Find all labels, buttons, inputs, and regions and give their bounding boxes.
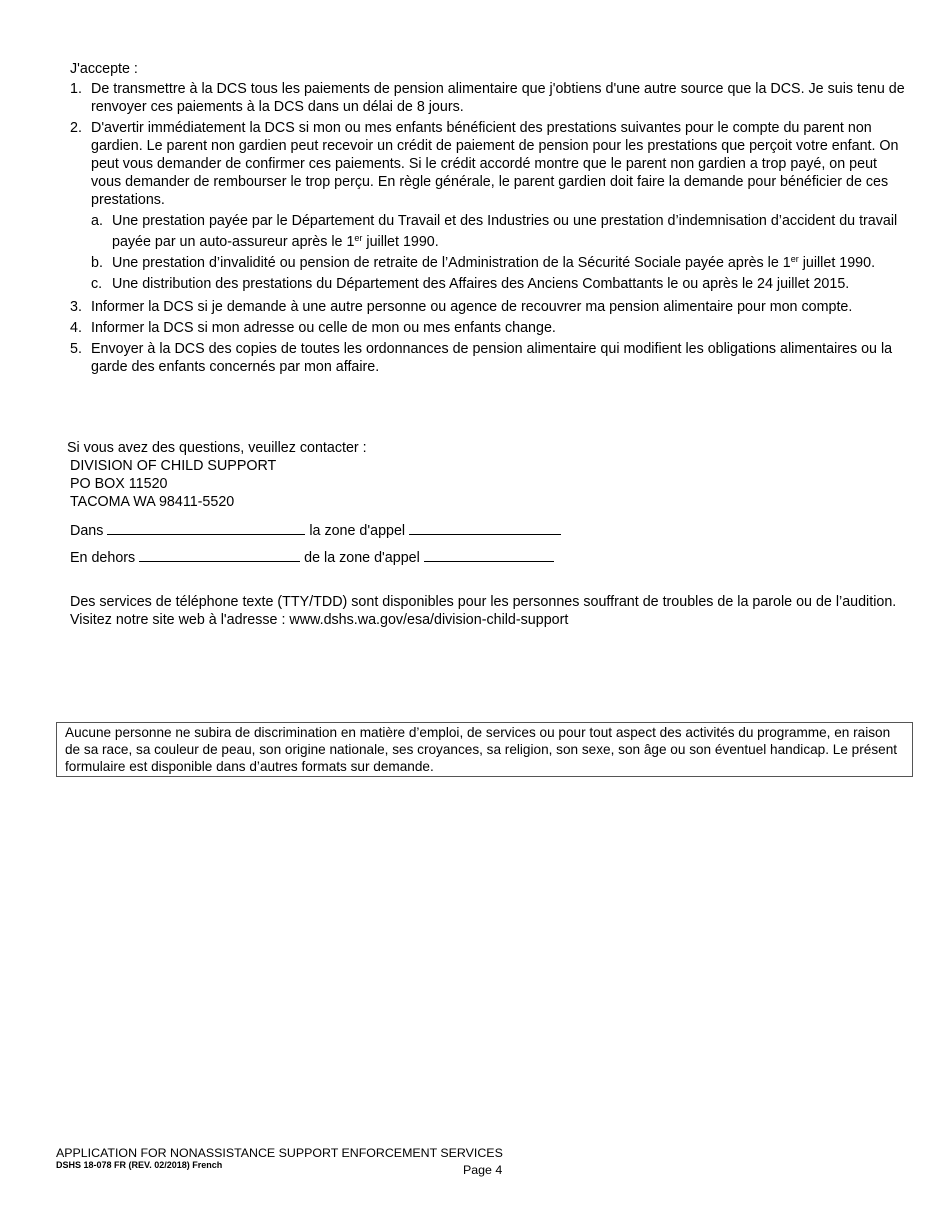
agreement-list: [70, 80, 905, 379]
sub-letter: a.: [91, 213, 103, 229]
outside-phone-label: En dehors: [70, 550, 136, 566]
page-number: Page 4: [463, 1163, 503, 1177]
list-item: [70, 340, 905, 376]
ordinal-superscript: er: [790, 254, 799, 264]
item-text: Informer la DCS si mon adresse ou celle de mon ou mes enfants change.: [91, 320, 556, 336]
item-number: 4.: [70, 320, 82, 336]
outside-area-field[interactable]: [424, 547, 554, 562]
sub-text-end: juillet 1990.: [798, 255, 876, 271]
sub-text: Une prestation payée par le Département du Travail et des Industries ou une prestation d’indemnisation d’accident du travail payée par un auto-assureur après le 1: [112, 213, 898, 250]
local-area-field[interactable]: [409, 520, 561, 535]
ordinal-superscript: er: [354, 233, 363, 243]
local-area-label: la zone d'appel: [309, 523, 406, 539]
nondiscrimination-notice: Aucune personne ne subira de discrimination en matière d’emploi, de services ou pour tout aspect des activités du programme, en raison de sa race, sa couleur de peau, son origine nationale, ses croyances, sa religion, son sexe, son âge ou son éventuel handicap. Le présent formulaire est disponible dans d’autres formats sur demande.: [56, 722, 913, 777]
tty-info: [70, 593, 910, 629]
sublist-item: [91, 274, 905, 295]
contact-po-box: PO BOX 11520: [70, 476, 168, 492]
agreement-intro: J'accepte :: [70, 61, 138, 77]
contact-prompt: Si vous avez des questions, veuillez contacter :: [67, 440, 367, 456]
item-text: Envoyer à la DCS des copies de toutes les ordonnances de pension alimentaire qui modifient les obligations alimentaires ou la garde des enfants concernés par mon affaire.: [91, 341, 893, 375]
page-footer: [56, 1146, 503, 1177]
item-text: De transmettre à la DCS tous les paiements de pension alimentaire que j'obtiens d'une autre source que la DCS. Je suis tenu de renvoyer ces paiements à la DCS dans un délai de 8 jours.: [91, 81, 905, 115]
sub-text: Une distribution des prestations du Département des Affaires des Anciens Combattants le ou après le 24 juillet 2015.: [112, 276, 850, 292]
item-number: 2.: [70, 120, 82, 136]
local-phone-field[interactable]: [107, 520, 305, 535]
item-text: D'avertir immédiatement la DCS si mon ou mes enfants bénéficient des prestations suivantes pour le compte du parent non gardien. Le parent non gardien peut recevoir un crédit de paiement de pension pour les prestations que perçoit votre enfant. On peut vous demander de confirmer ces paiements. Si le crédit accordé montre que le parent non gardien a trop payé, on peut vous demander de rembourser le trop perçu. En règle générale, le parent gardien doit faire la demande pour bénéficier de ces prestations.: [91, 120, 899, 208]
list-item: [70, 319, 905, 337]
local-phone-label: Dans: [70, 523, 104, 539]
benefit-sublist: [91, 211, 905, 295]
form-title: APPLICATION FOR NONASSISTANCE SUPPORT ENFORCEMENT SERVICES: [56, 1146, 503, 1160]
item-number: 5.: [70, 341, 82, 357]
form-number: DSHS 18-078 FR (REV. 02/2018) French: [56, 1160, 223, 1170]
sub-text: Une prestation d’invalidité ou pension de retraite de l’Administration de la Sécurité Sociale payée après le 1: [112, 255, 791, 271]
outside-area-label: de la zone d'appel: [304, 550, 420, 566]
sublist-item: [91, 211, 905, 253]
list-item: [70, 80, 905, 116]
website-text: Visitez notre site web à l'adresse : www.dshs.wa.gov/esa/division-child-support: [70, 612, 569, 628]
sub-text-end: juillet 1990.: [362, 234, 439, 250]
contact-city: TACOMA WA 98411-5520: [70, 494, 235, 510]
item-text: Informer la DCS si je demande à une autre personne ou agence de recouvrer ma pension alimentaire pour mon compte.: [91, 299, 853, 315]
list-item: [70, 298, 905, 316]
tty-text: Des services de téléphone texte (TTY/TDD) sont disponibles pour les personnes souffrant de troubles de la parole ou de l’audition.: [70, 594, 897, 610]
item-number: 3.: [70, 299, 82, 315]
sublist-item: [91, 253, 905, 274]
list-item: [70, 119, 905, 295]
local-phone-row: [70, 520, 561, 540]
sub-letter: c.: [91, 276, 103, 292]
sub-letter: b.: [91, 255, 103, 271]
outside-phone-field[interactable]: [139, 547, 300, 562]
contact-organization: DIVISION OF CHILD SUPPORT: [70, 458, 277, 474]
outside-phone-row: [70, 547, 554, 567]
contact-block: [67, 439, 367, 511]
item-number: 1.: [70, 81, 82, 97]
